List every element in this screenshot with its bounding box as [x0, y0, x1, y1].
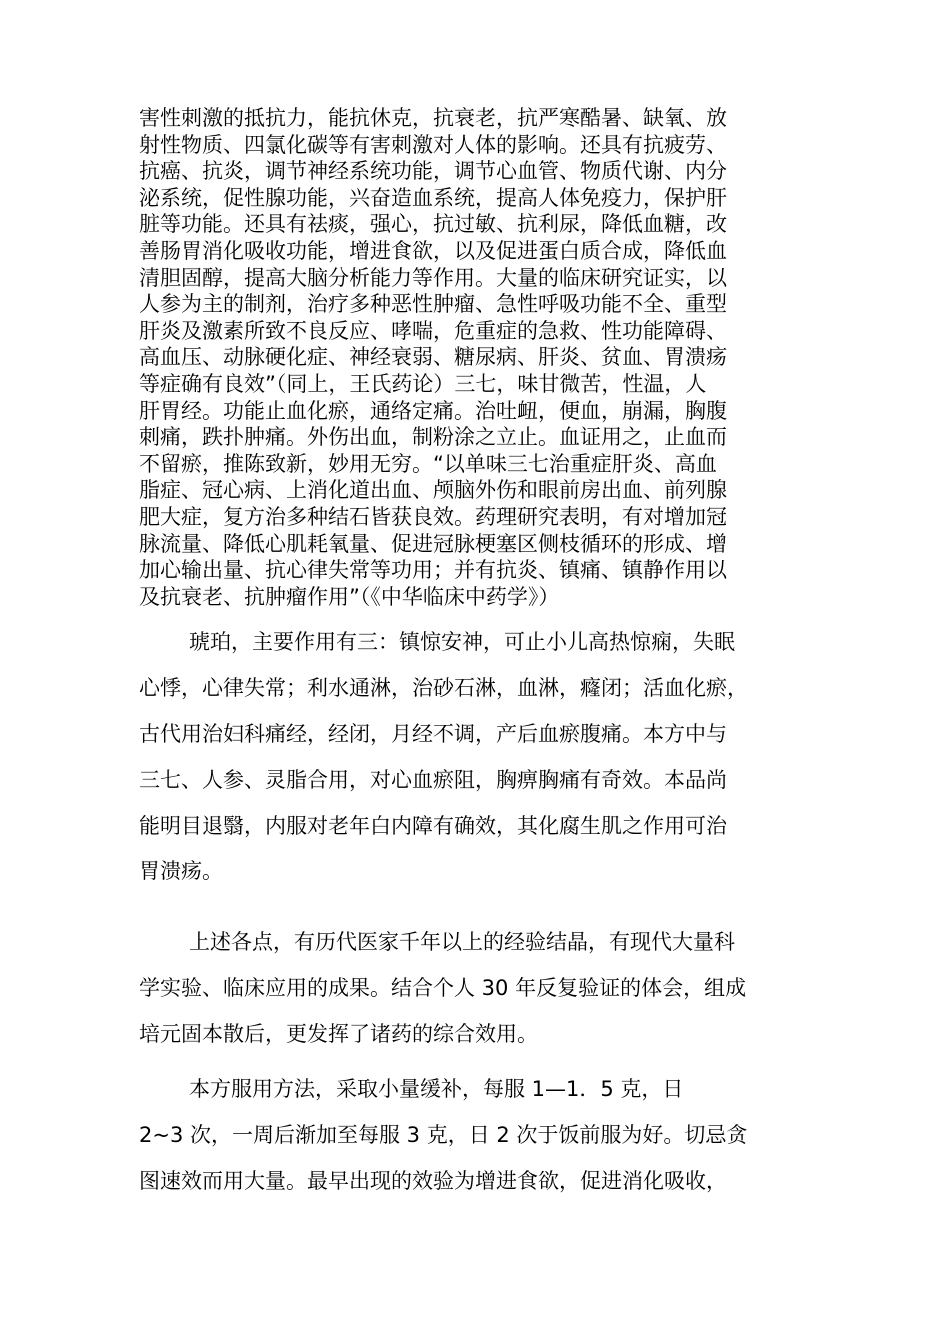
text-line: 害性刺激的抵抗力，能抗休克，抗衰老，抗严寒酷暑、缺氧、放 [139, 106, 727, 130]
text-line: 古代用治妇科痛经，经闭，月经不调，产后血瘀腹痛。本方中与 [139, 721, 727, 746]
text-line: 心悸，心律失常；利水通淋，治砂石淋，血淋，癃闭；活血化瘀， [139, 675, 748, 700]
text-line: 琥珀，主要作用有三：镇惊安神，可止小儿高热惊痫，失眠 [189, 630, 735, 654]
text-line: 抗癌、抗炎，调节神经系统功能，调节心血管、物质代谢、内分 [139, 159, 727, 184]
text-line: 肝炎及激素所致不良反应、哮喘，危重症的急救、性功能障碍、 [139, 318, 727, 343]
text-line: 胃溃疡。 [139, 859, 223, 884]
text-line: 泌系统，促性腺功能，兴奋造血系统，提高人体免疫力，保护肝 [139, 185, 727, 210]
text-line: 人参为主的制剂，治疗多种恶性肿瘤、急性呼吸功能不全、重型 [139, 292, 727, 317]
text-line: 肝胃经。功能止血化瘀，通络定痛。治吐衄，便血，崩漏，胸腹 [139, 398, 727, 423]
paragraph-amber [139, 620, 748, 895]
text-line: 上述各点，有历代医家千年以上的经验结晶，有现代大量科 [189, 930, 735, 954]
text-line: 脉流量、降低心肌耗氧量、促进冠脉梗塞区侧枝循环的形成、增 [139, 531, 727, 556]
text-line: 肥大症，复方治多种结石皆获良效。药理研究表明，有对增加冠 [139, 504, 727, 529]
text-line: 射性物质、四氯化碳等有害刺激对人体的影响。还具有抗疲劳、 [139, 132, 727, 157]
text-line: 不留瘀，推陈致新，妙用无穷。“以单味三七治重症肝炎、高血 [139, 451, 717, 476]
text-line: 清胆固醇，提高大脑分析能力等作用。大量的临床研究证实，以 [139, 265, 727, 290]
paragraph-ginseng-sanqi [139, 105, 727, 610]
text-line: 及抗衰老、抗肿瘤作用”（《中华临床中药学》） [139, 584, 560, 609]
text-line: 加心输出量、抗心律失常等功用；并有抗炎、镇痛、镇静作用以 [139, 558, 727, 583]
text-line: 脂症、冠心病、上消化道出血、颅脑外伤和眼前房出血、前列腺 [139, 478, 727, 503]
text-line: 图速效而用大量。最早出现的效验为增进食欲，促进消化吸收， [139, 1168, 727, 1193]
paragraph-summary [139, 920, 746, 1058]
text-line: 善肠胃消化吸收功能，增进食欲，以及促进蛋白质合成，降低血 [139, 238, 727, 263]
text-line: 高血压、动脉硬化症、神经衰弱、糖尿病、肝炎、贫血、胃溃疡 [139, 345, 727, 370]
text-line: 培元固本散后，更发挥了诸药的综合效用。 [139, 1021, 538, 1046]
text-line: 三七、人参、灵脂合用，对心血瘀阻，胸痹胸痛有奇效。本品尚 [139, 767, 727, 792]
text-line: 等症确有良效”（同上，王氏药论）三七，味甘微苦，性温，人 [139, 371, 707, 396]
text-line: 能明目退翳，内服对老年白内障有确效，其化腐生肌之作用可治 [139, 813, 727, 838]
paragraph-dosage [139, 1067, 747, 1205]
text-line: 学实验、临床应用的成果。结合个人 30 年反复验证的体会，组成 [139, 975, 747, 1000]
text-line: 脏等功能。还具有祛痰，强心，抗过敏、抗利尿，降低血糖，改 [139, 212, 727, 237]
text-line: 本方服用方法，采取小量缓补，每服 1—1．5 克，日 [189, 1077, 684, 1101]
text-line: 2~3 次，一周后渐加至每服 3 克，日 2 次于饭前服为好。切忌贪 [139, 1122, 748, 1147]
text-line: 刺痛，跌扑肿痛。外伤出血，制粉涂之立止。血证用之，止血而 [139, 425, 727, 450]
